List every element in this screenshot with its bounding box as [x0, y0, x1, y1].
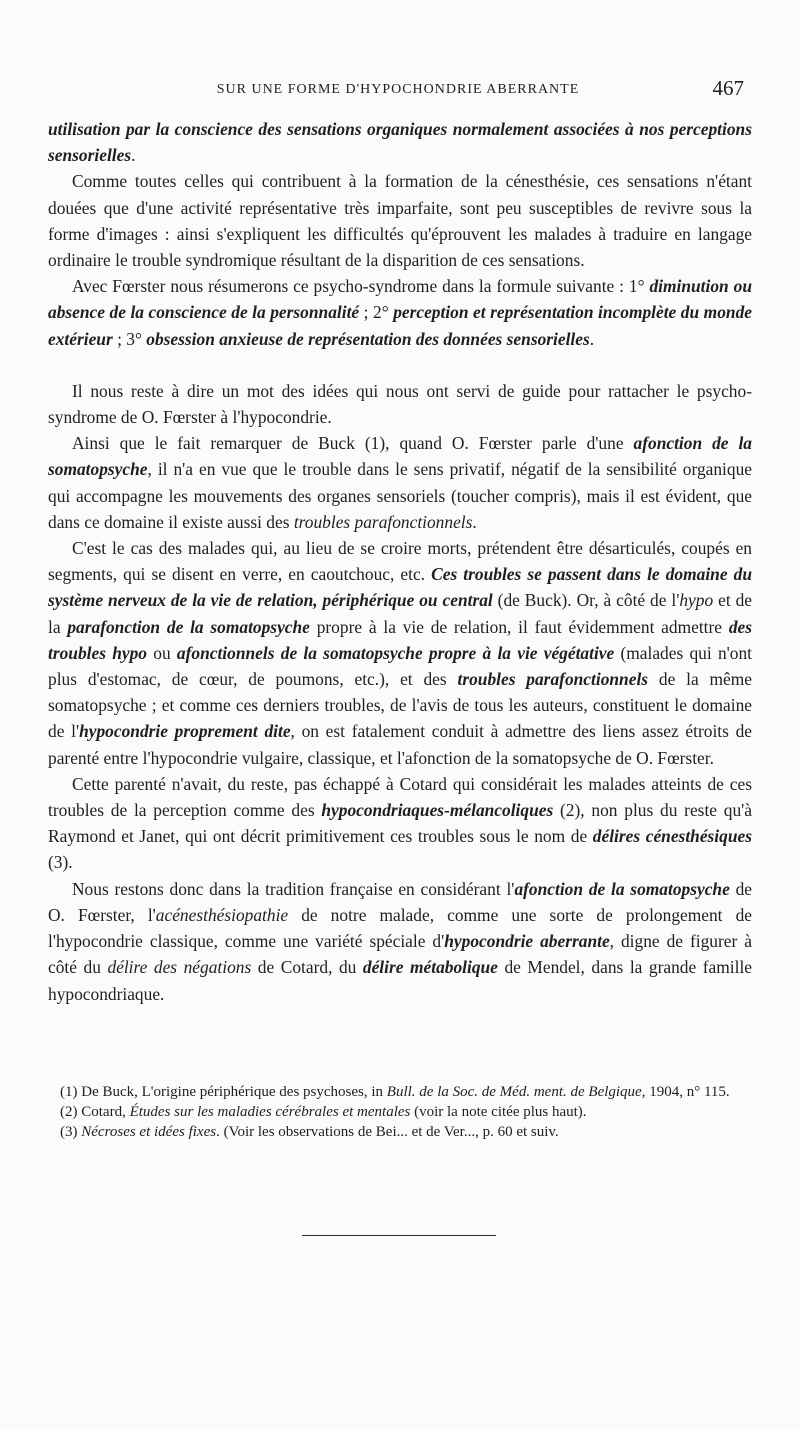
text-run: Avec Fœrster nous résumerons ce psycho-syndrome dans la formule suivante : 1° [72, 276, 650, 297]
text-run: Cette parenté n'avait, du reste, pas échappé à Cotard qui considérait les malades atteints de ces troubles de la perception comme des [48, 773, 752, 821]
paragraph [48, 430, 752, 535]
text-run: de Mendel, dans la grande famille hypocondriaque. [48, 957, 753, 1004]
text-run: . [131, 145, 136, 166]
text-run: délire métabolique [362, 957, 498, 978]
text-run: ; 2° [359, 302, 394, 323]
text-run: (3). [48, 852, 73, 873]
text-run: Nécroses et idées fixes [81, 1123, 217, 1140]
footnote [48, 1123, 752, 1143]
text-run: délires cénesthésiques [592, 826, 752, 847]
text-run: Études sur les maladies cérébrales et mentales [129, 1103, 411, 1120]
text-run: de Cotard, du [251, 957, 363, 978]
text-run: (malades qui n'ont plus d'estomac, de cœur, de poumons, etc.), et des [48, 642, 752, 690]
text-run: C'est le cas des malades qui, au lieu de se croire morts, prétendent être désarticulés, coupés en segments, qui se disent en verre, en caoutchouc, etc. [48, 538, 752, 585]
text-run: (2), non plus du reste qu'à Raymond et Janet, qui ont décrit primitivement ces troubles sous le nom de [48, 800, 753, 847]
text-run: , 1904, n° 115. [641, 1084, 730, 1100]
text-run: , il n'a en vue que le trouble dans le sens privatif, négatif de la sensibilité organique qui accompagne les mouvements des organes sensoriels (toucher compris), mais il est évident, que dans ce domaine il existe aussi des [48, 459, 752, 532]
running-head: SUR UNE FORME D'HYPOCHONDRIE ABERRANTE [216, 82, 580, 97]
text-run: hypocondrie aberrante [444, 931, 610, 952]
text-run: ou [147, 642, 177, 663]
text-run: perception et représentation incomplète du monde extérieur [48, 302, 752, 349]
text-run: (1) De Buck, L'origine périphérique des psychoses, in [60, 1084, 387, 1100]
text-run: troubles parafonctionnels [293, 511, 473, 532]
text-run: Nous restons donc dans la tradition française en considérant l' [72, 878, 515, 899]
text-run: ; 3° [112, 328, 147, 349]
text-run: Bull. de la Soc. de Méd. ment. de Belgique [386, 1084, 642, 1100]
paragraph [48, 771, 752, 876]
paragraph [48, 116, 752, 168]
paragraph [48, 378, 752, 430]
text-run: Comme toutes celles qui contribuent à la formation de la cénesthésie, ces sensations n'étant douées que d'une activité représentative très imparfaite, sont peu susceptibles de revivre sous la forme d'images : ainsi s'expliquent les difficultés qu'éprouvent les malades à traduire en langage ordinaire le trouble syndromique résultant de la disparition de ces sensations. [48, 171, 752, 271]
text-run: Il nous reste à dire un mot des idées qui nous ont servi de guide pour rattacher le psycho-syndrome de O. Fœrster à l'hypocondrie. [48, 380, 752, 428]
text-run: (de Buck). Or, à côté de l' [492, 590, 680, 611]
text-run: , on est fatalement conduit à admettre des liens assez étroits de parenté entre l'hypocondrie vulgaire, classique, et l'afonction de la somatopsyche de O. Fœrster. [48, 721, 752, 768]
text-run: propre à la vie de relation, il faut évidemment admettre [309, 616, 729, 637]
page-header [52, 76, 744, 104]
text-run: Ces troubles se passent dans le domaine du système nerveux de la vie de relation, périphérique ou central [48, 564, 752, 611]
text-run: afonction de la somatopsyche [514, 878, 730, 899]
footer-rule [302, 1235, 496, 1236]
text-run: . [589, 328, 595, 349]
text-run: obsession anxieuse de représentation des données sensorielles [146, 328, 590, 349]
text-run: et de la [48, 590, 752, 637]
text-run: . [472, 511, 477, 532]
paragraph [48, 876, 752, 1007]
text-run: des troubles hypo [48, 616, 752, 663]
text-run: utilisation par la conscience des sensations organiques normalement associées à nos perceptions sensorielles [48, 119, 752, 166]
text-run: (3) [60, 1123, 82, 1140]
paragraph [48, 273, 752, 352]
text-run: hypocondriaques-mélancoliques [321, 800, 554, 821]
footnote [48, 1103, 752, 1123]
text-run: de notre malade, comme une sorte de prolongement de l'hypocondrie classique, comme une variété spéciale d' [48, 904, 752, 952]
text-run: délire des négations [107, 957, 252, 978]
paragraph [48, 535, 752, 771]
text-run: (voir la note citée plus haut). [410, 1103, 587, 1120]
text-run: de la même somatopsyche ; et comme ces derniers troubles, de l'avis de tous les auteurs, constituent le domaine de l' [48, 669, 752, 742]
text-run: Ainsi que le fait remarquer de Buck (1), quand O. Fœrster parle d'une [72, 433, 634, 454]
text-run: . (Voir les observations de Bei... et de Ver..., p. 60 et suiv. [216, 1123, 559, 1140]
text-run: afonction de la somatopsyche [48, 433, 752, 480]
text-run: troubles parafonctionnels [457, 669, 649, 690]
text-run: hypocondrie proprement dite [79, 721, 291, 742]
text-run: parafonction de la somatopsyche [67, 616, 310, 637]
text-run: de O. Fœrster, l' [48, 878, 753, 925]
text-run: (2) Cotard, [60, 1103, 130, 1120]
text-run: , digne de figurer à côté du [48, 931, 752, 978]
footnotes [48, 1083, 752, 1142]
main-text [48, 116, 752, 1007]
text-run: diminution ou absence de la conscience de la personnalité [48, 276, 752, 323]
paragraph [48, 168, 752, 273]
footnote [48, 1083, 752, 1103]
text-run: hypo [679, 590, 714, 611]
page-number: 467 [712, 76, 744, 100]
text-run: acénesthésiopathie [155, 904, 289, 925]
text-run: afonctionnels de la somatopsyche propre à la vie végétative [176, 642, 615, 663]
